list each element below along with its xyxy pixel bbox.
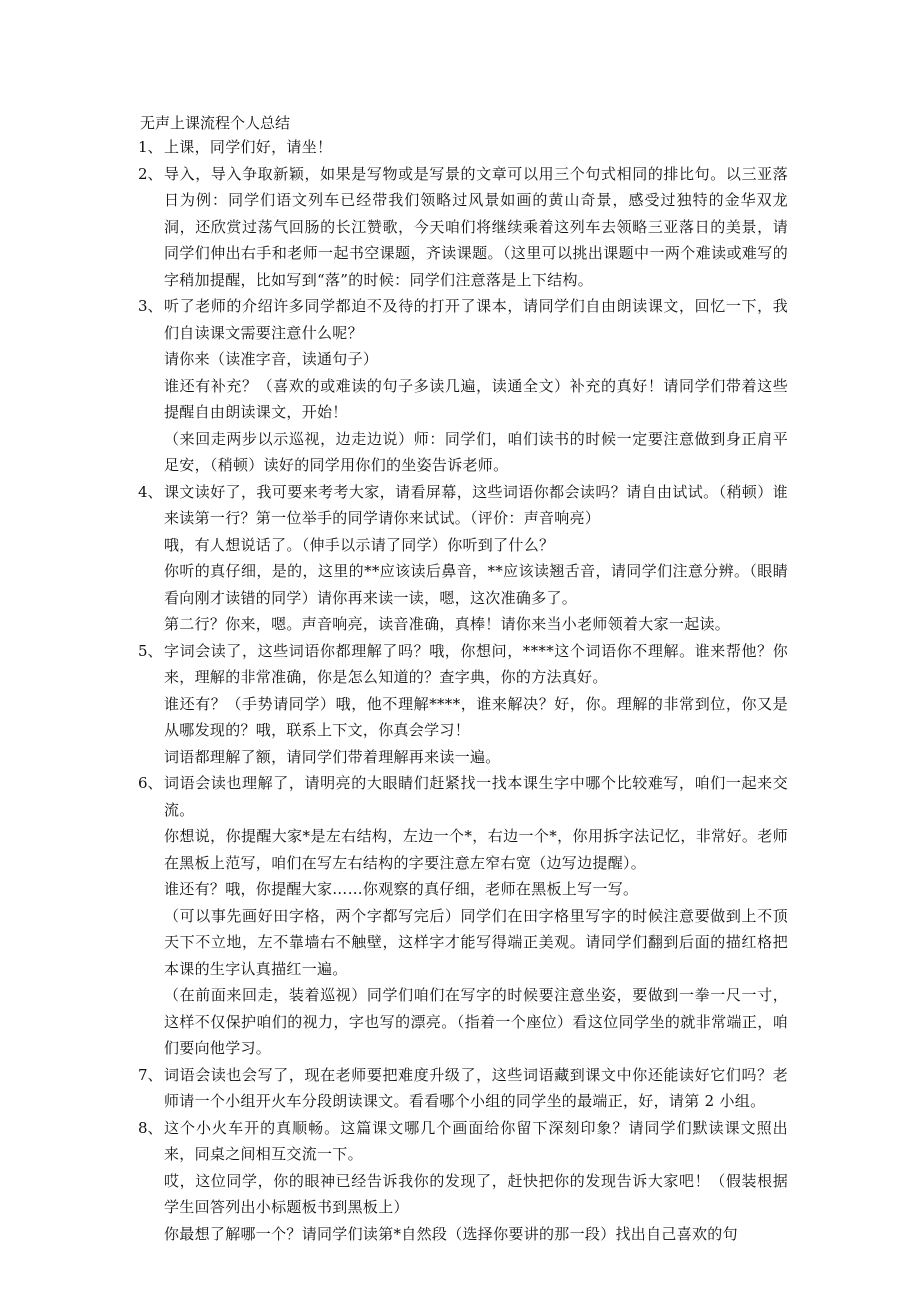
item-paragraph: 你最想了解哪一个？请同学们读第*自然段（选择你要讲的那一段）找出自己喜欢的句 <box>164 1224 738 1243</box>
list-item <box>138 479 788 638</box>
item-paragraph: 词语会读也理解了，请明亮的大眼睛们赶紧找一找本课生字中哪个比较难写，咱们一起来交流。 <box>164 774 788 819</box>
item-paragraph: 词语都理解了额，请同学们带着理解再来读一遍。 <box>164 747 501 766</box>
item-number: 7、 <box>138 1065 163 1084</box>
item-paragraph: 你听的真仔细，是的，这里的**应该读后鼻音，**应该读翘舌音，请同学们注意分辨。（眼睛看向刚才读错的同学）请你再来读一读，嗯，这次准确多了。 <box>164 562 788 607</box>
numbered-list <box>138 134 788 1247</box>
item-paragraph: 字词会读了，这些词语你都理解了吗？哦，你想问，****这个词语你不理解。谁来帮他？你来，理解的非常准确，你是怎么知道的？查字典，你的方法真好。 <box>164 641 788 686</box>
item-paragraph: 这个小火车开的真顺畅。这篇课文哪几个画面给你留下深刻印象？请同学们默读课文照出来，同桌之间相互交流一下。 <box>164 1118 788 1163</box>
item-number: 2、 <box>138 164 163 183</box>
item-number: 3、 <box>138 297 163 315</box>
list-item <box>138 293 788 479</box>
item-paragraph: 导入，导入争取新颖，如果是写物或是写景的文章可以用三个句式相同的排比句。以三亚落日为例：同学们语文列车已经带我们领略过风景如画的黄山奇景，感受过独特的金华双龙洞，还欣赏过荡气回肠的长江赞歌，今天咱们将继续乘着这列车去领略三亚落日的美景，请同学们伸出右手和老师一起书空课题，齐读课题。（这里可以挑出课题中一两个难读或难写的字稍加提醒，比如写到“落”的时候：同学们注意落是上下结构。 <box>164 164 788 289</box>
item-paragraph: （可以事先画好田字格，两个字都写完后）同学们在田字格里写字的时候注意要做到上不顶天下不立地，左不靠墙右不触壁，这样字才能写得端正美观。请同学们翻到后面的描红格把本课的生字认真描红一遍。 <box>164 906 788 978</box>
item-paragraph: 你想说，你提醒大家*是左右结构，左边一个*，右边一个*，你用拆字法记忆，非常好。老师在黑板上范写，咱们在写左右结构的字要注意左窄右宽（边写边提醒）。 <box>164 827 788 872</box>
item-paragraph: 课文读好了，我可要来考考大家，请看屏幕，这些词语你都会读吗？请自由试试。（稍顿）谁来读第一行？第一位举手的同学请你来试试。（评价：声音响亮） <box>164 482 788 527</box>
item-body <box>164 638 788 771</box>
item-body <box>164 1062 788 1115</box>
item-paragraph: 谁还有？哦，你提醒大家……你观察的真仔细，老师在黑板上写一写。 <box>164 880 639 898</box>
item-paragraph: 上课，同学们好，请坐！ <box>164 138 333 156</box>
item-paragraph: 请你来（读准字音，读通句子） <box>164 350 379 368</box>
item-body <box>164 1115 788 1248</box>
item-number: 5、 <box>138 641 163 660</box>
item-number: 1、 <box>138 138 163 156</box>
item-body <box>164 134 788 161</box>
item-body <box>164 161 788 294</box>
item-body <box>164 479 788 638</box>
item-paragraph: 哦，有人想说话了。（伸手以示请了同学）你听到了什么？ <box>164 535 555 554</box>
item-paragraph: 谁还有？（手势请同学）哦，他不理解****，谁来解决？好，你。理解的非常到位，你又是从哪发现的？哦，联系上下文，你真会学习！ <box>164 694 788 739</box>
item-number: 6、 <box>138 774 163 792</box>
item-paragraph: （来回走两步以示巡视，边走边说）师：同学们，咱们读书的时候一定要注意做到身正肩平足安，（稍顿）读好的同学用你们的坐姿告诉老师。 <box>164 429 788 474</box>
item-paragraph: （在前面来回走，装着巡视）同学们咱们在写字的时候要注意坐姿，要做到一拳一尺一寸，这样不仅保护咱们的视力，字也写的漂亮。（指着一个座位）看这位同学坐的就非常端正，咱们要向他学习。 <box>164 986 788 1057</box>
item-paragraph: 词语会读也会写了，现在老师要把难度升级了，这些词语藏到课文中你还能读好它们吗？老师请一个小组开火车分段朗读课文。看看哪个小组的同学坐的最端正，好，请第 2 小组。 <box>164 1065 788 1110</box>
item-paragraph: 第二行？你来，嗯。声音响亮，读音准确，真棒！请你来当小老师领着大家一起读。 <box>164 615 731 633</box>
item-paragraph: 谁还有补充？（喜欢的或难读的句子多读几遍，读通全文）补充的真好！请同学们带着这些提醒自由朗读课文，开始！ <box>164 376 788 421</box>
list-item <box>138 134 788 161</box>
list-item <box>138 638 788 771</box>
list-item <box>138 770 788 1062</box>
item-paragraph: 听了老师的介绍许多同学都迫不及待的打开了课本，请同学们自由朗读课文，回忆一下，我们自读课文需要注意什么呢？ <box>164 297 788 342</box>
document-title: 无声上课流程个人总结 <box>140 114 291 132</box>
list-item <box>138 161 788 294</box>
item-body <box>164 293 788 479</box>
item-paragraph: 哎，这位同学，你的眼神已经告诉我你的发现了，赶快把你的发现告诉大家吧！（假装根据学生回答列出小标题板书到黑板上） <box>164 1171 788 1216</box>
item-number: 8、 <box>138 1118 163 1137</box>
item-number: 4、 <box>138 482 163 501</box>
list-item <box>138 1062 788 1115</box>
item-body <box>164 770 788 1062</box>
list-item <box>138 1115 788 1248</box>
